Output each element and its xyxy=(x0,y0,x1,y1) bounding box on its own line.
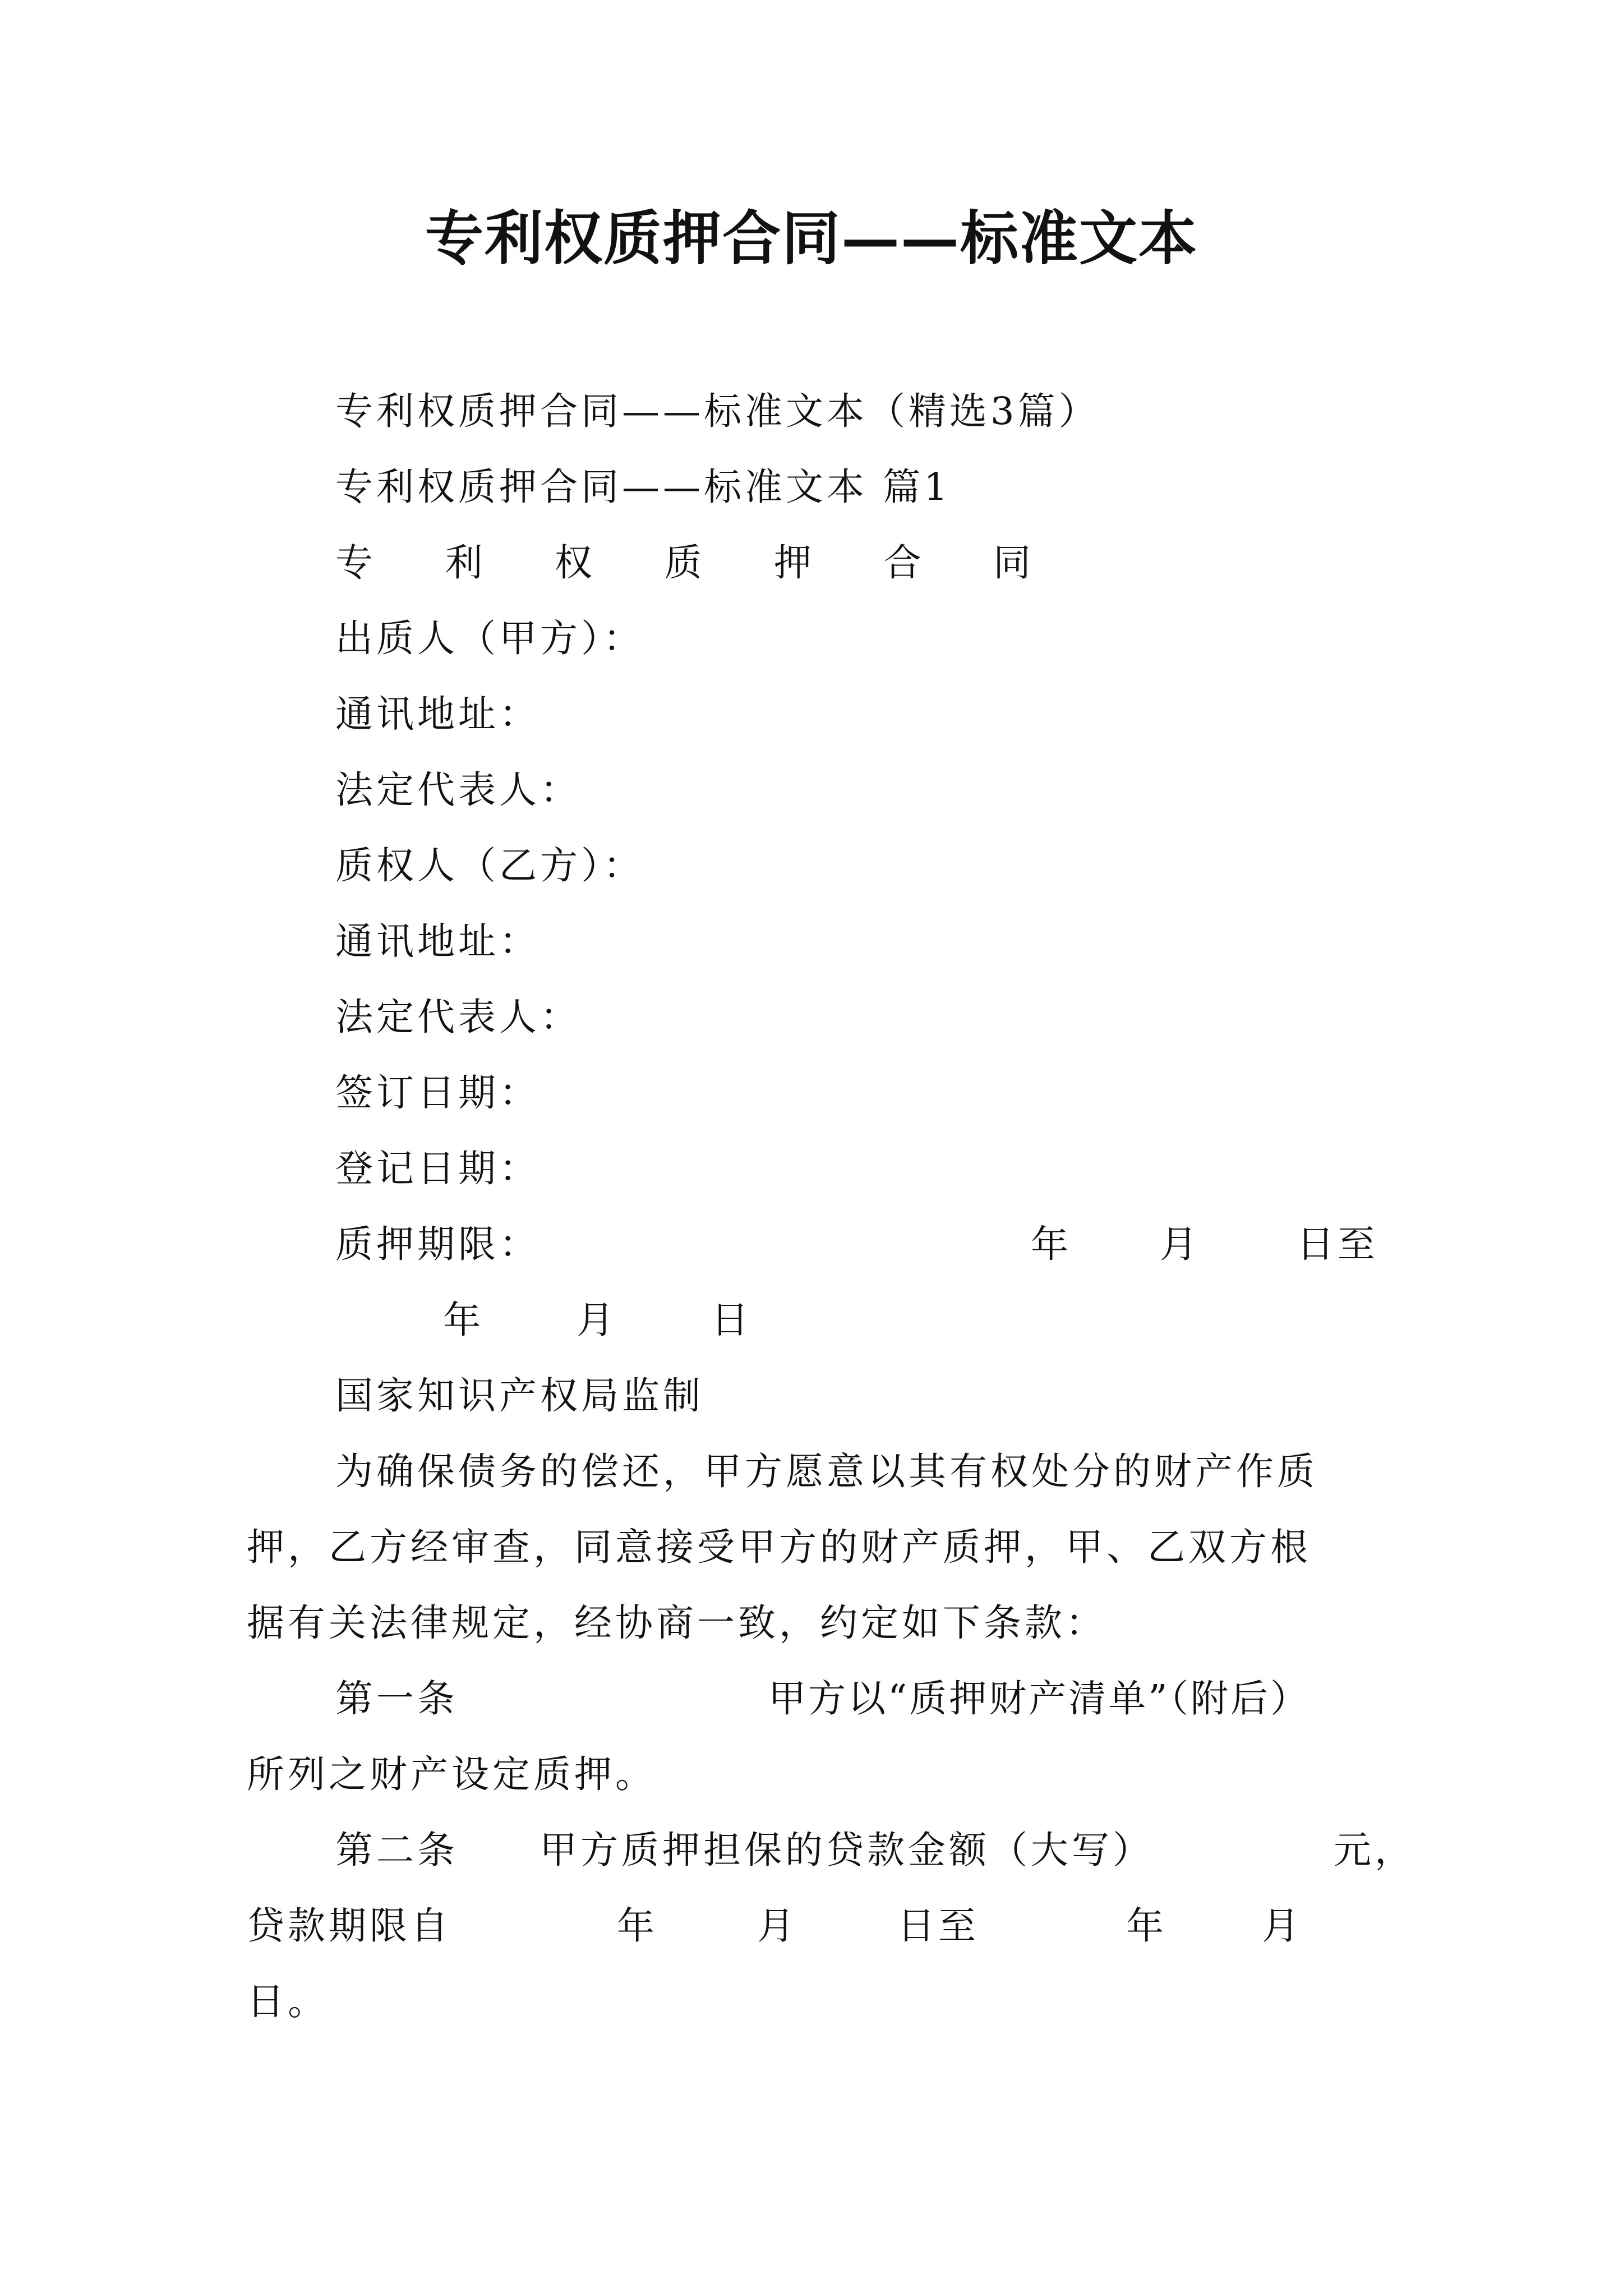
contract-name-char: 同 xyxy=(993,541,1031,585)
contract-name-char: 合 xyxy=(883,541,921,585)
preamble-line-1: 为确保债务的偿还，甲方愿意以其有权处分的财产作质 xyxy=(335,1450,1318,1493)
term-month-1: 月 xyxy=(1160,1222,1201,1266)
sign-date-field: 签订日期： xyxy=(335,1071,540,1115)
pledgee-field: 质权人（乙方）： xyxy=(335,844,644,887)
supervisor-note: 国家知识产权局监制 xyxy=(335,1374,704,1418)
article-2-day-to: 日至 xyxy=(897,1904,979,1948)
term-label: 质押期限： xyxy=(335,1222,540,1266)
article-2-label: 第二条 xyxy=(335,1828,458,1872)
article-2-line-3: 日。 xyxy=(247,1980,329,2023)
article-2-year-1: 年 xyxy=(617,1904,658,1948)
preamble-line-2: 押，乙方经审查，同意接受甲方的财产质押，甲、乙双方根 xyxy=(247,1525,1311,1569)
term-year-1: 年 xyxy=(1031,1222,1072,1266)
pledgor-address-field: 通讯地址： xyxy=(335,692,540,736)
pledgor-rep-field: 法定代表人： xyxy=(335,768,581,812)
article-2-term-prefix: 贷款期限自 xyxy=(247,1904,451,1948)
article-2-year-2: 年 xyxy=(1126,1904,1167,1948)
contract-name-char: 利 xyxy=(445,541,483,585)
article-2-text: 甲方质押担保的贷款金额（大写） xyxy=(540,1828,1154,1872)
section-heading: 专利权质押合同——标准文本 篇1 xyxy=(335,465,951,509)
document-title: 专利权质押合同——标准文本 xyxy=(425,204,1198,273)
contract-name-char: 质 xyxy=(664,541,702,585)
article-2-yuan: 元， xyxy=(1334,1828,1415,1872)
contract-name-char: 专 xyxy=(335,541,373,585)
article-2-month-1: 月 xyxy=(757,1904,798,1948)
document-subtitle: 专利权质押合同——标准文本（精选3篇） xyxy=(335,389,1100,433)
term-year-2: 年 xyxy=(443,1298,484,1342)
contract-name-spaced xyxy=(335,537,1031,588)
article-1-line-2: 所列之财产设定质押。 xyxy=(247,1752,656,1796)
pledgee-rep-field: 法定代表人： xyxy=(335,995,581,1039)
term-day: 日 xyxy=(711,1298,752,1342)
term-day-to: 日至 xyxy=(1297,1222,1378,1266)
term-month-2: 月 xyxy=(577,1298,617,1342)
contract-name-char: 权 xyxy=(555,541,592,585)
contract-name-char: 押 xyxy=(774,541,811,585)
article-2-month-2: 月 xyxy=(1262,1904,1303,1948)
pledgee-address-field: 通讯地址： xyxy=(335,919,540,963)
article-1-text: 甲方以“质押财产清单”（附后） xyxy=(768,1677,1311,1720)
article-1-label: 第一条 xyxy=(335,1677,458,1720)
register-date-field: 登记日期： xyxy=(335,1147,540,1190)
pledgor-field: 出质人（甲方）： xyxy=(335,616,644,660)
preamble-line-3: 据有关法律规定，经协商一致，约定如下条款： xyxy=(247,1601,1106,1645)
